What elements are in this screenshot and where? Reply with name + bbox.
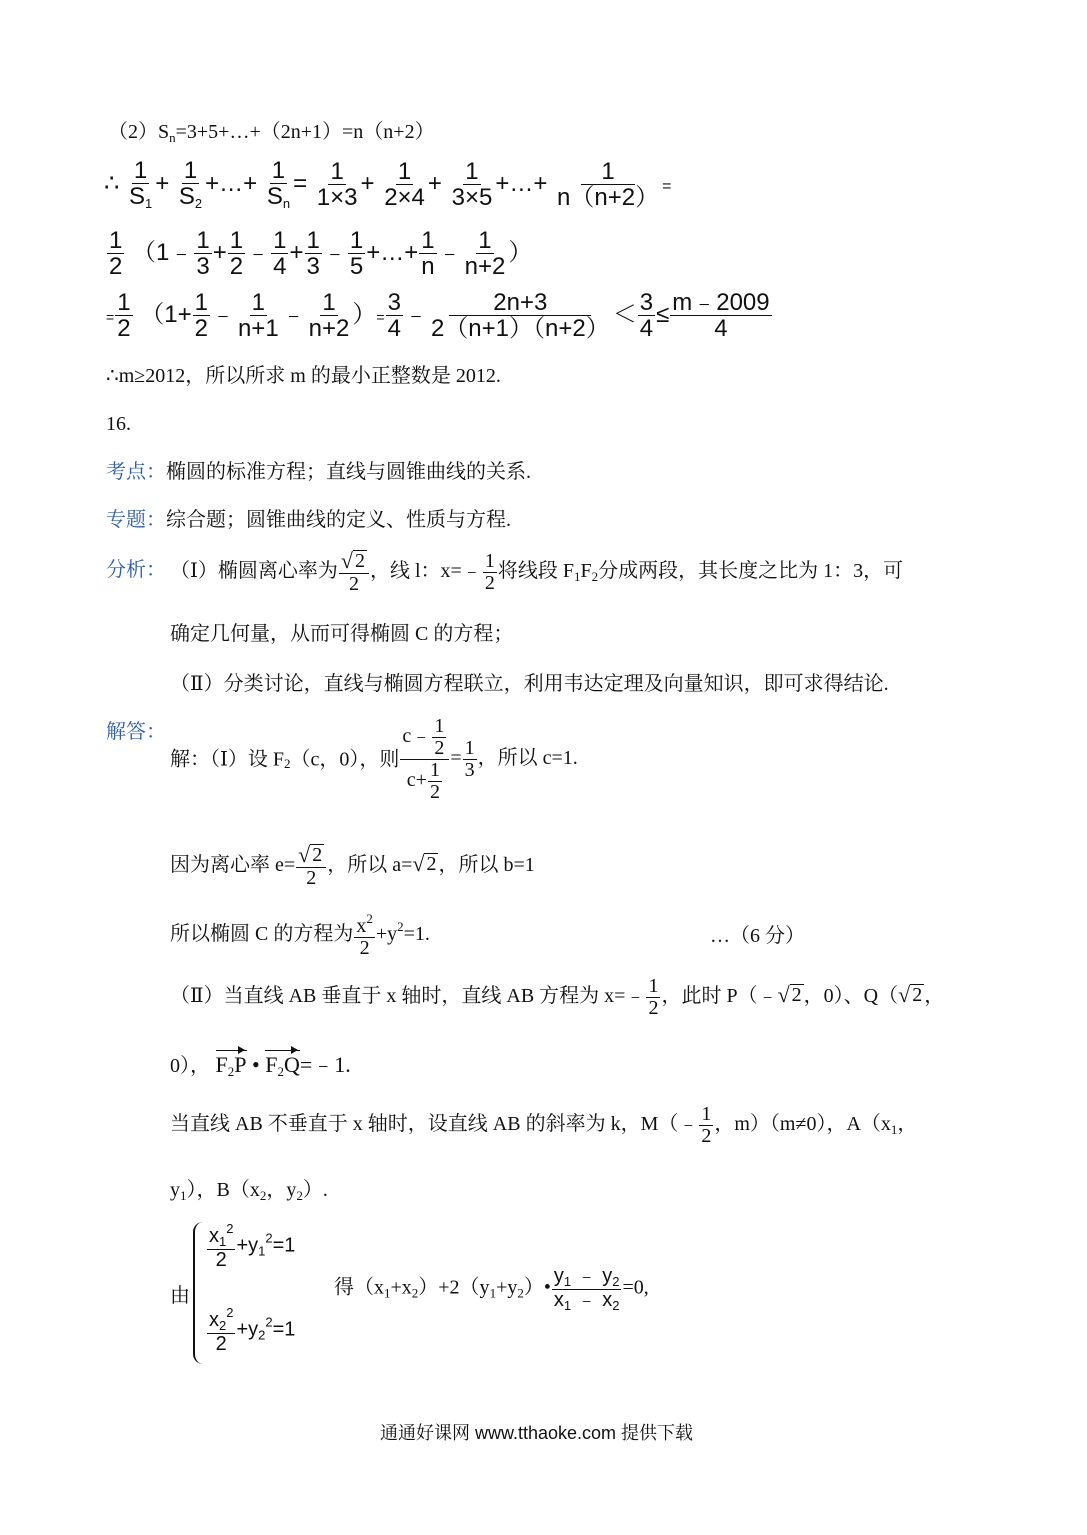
solution-step-5: 0）， $F_2P$ • $F_2Q=﹣1$. xyxy=(170,1052,351,1079)
kaodian-label: 考点： xyxy=(106,461,166,483)
part2-telescoping: $\frac{1}{2}$ （1﹣ $\frac{1}{3}$ + $\frac{1}{2}$ ﹣ $\frac{1}{4}$ + $\frac{1}{3}$ ﹣ $\frac{1}{5}$ +…+ $\frac{1}{n}$ ﹣ $\frac{1}{n+2}$ ） xyxy=(109,227,533,281)
system-equation-1: $\frac{x_1^2}{2}$ $+y_1^2=1$ xyxy=(209,1221,296,1271)
solution-step-7: $y_1$），$B(x_2$，$y_2$）. xyxy=(170,1179,328,1203)
score-marker: …（6 分） xyxy=(710,925,805,947)
kaodian-line: 考点：椭圆的标准方程；直线与圆锥曲线的关系. xyxy=(106,461,531,483)
part2-conclusion: ∴m≥2012，所以所求 m 的最小正整数是 2012. xyxy=(106,365,501,387)
fenxi-label: 分析： xyxy=(106,559,166,581)
fenxi-paragraph-1-cont: 确定几何量，从而可得椭圆 C 的方程； xyxy=(170,623,514,645)
solution-step-2: 因为离心率 e= √ 2 2 ，所以 a= √ 2 ，所以 b=1 xyxy=(170,842,535,889)
system-equation-2: $\frac{x_2^2}{2}$ $+y_2^2=1$ xyxy=(209,1305,296,1355)
page-footer: 通通好课网 www.tthaoke.com 提供下载 xyxy=(380,1423,694,1443)
zhuanti-line: 专题：综合题；圆锥曲线的定义、性质与方程. xyxy=(106,509,511,531)
solution-step-4: （Ⅱ）当直线 AB 垂直于 x 轴时，直线 AB 方程为 x=﹣ $\frac{1}{2}$ ，此时 P（﹣ √ 2 ，0）、Q（ √ 2 ， xyxy=(170,975,945,1019)
fenxi-paragraph-2: （Ⅱ）分类讨论，直线与椭圆方程联立，利用韦达定理及向量知识，即可求得结论. xyxy=(170,673,889,695)
vector-f2q: $F_2Q$ xyxy=(265,1052,300,1079)
solution-step-8-you: 由 xyxy=(170,1285,190,1307)
jieda-label: 解答： xyxy=(106,721,166,743)
question-number: 16. xyxy=(106,413,131,435)
part2-reciprocal-sum: ∴ $\frac{1}{S_1}$ + $\frac{1}{S_2}$ +…+ $\frac{1}{S_n}$ = $\frac{1}{1\times 3}$ + $\frac{1}{2\times 4}$ + $\frac{1}{3\times 5}$ +…+ $\frac{1}{n(n+2)}$ = xyxy=(104,157,672,212)
part2-line1: $(2)S_n=3+5+\dots+(2n+1)=n(n+2)$ xyxy=(108,121,435,145)
solution-step-3: 所以椭圆 C 的方程为 $\frac{x^2}{2}$ $+y^2=1$. xyxy=(170,911,430,959)
part2-inequality: = $\frac{1}{2}$ （1+ $\frac{1}{2}$ ﹣ $\frac{1}{n+1}$ ﹣ $\frac{1}{n+2}$ ）= $\frac{3}{4}$ ﹣ $\frac{2n+3}{2(n+1)(n+2)}$ ＜ $\frac{3}{4}$ ≤ $\frac{m﹣2009}{4}$ xyxy=(106,289,770,343)
vector-f2p: $F_2P$ xyxy=(215,1052,247,1079)
solution-step-6: 当直线 AB 不垂直于 x 轴时，设直线 AB 的斜率为 k，M（﹣ $\frac{1}{2}$ ，m）（m≠0），$A(x_1$， xyxy=(170,1103,918,1147)
solution-step-8-result: 得$(x_1+x_2)+2(y_1+y_2)•$ $\frac{y_1 ﹣ y_2}{x_1 ﹣ x_2}$ =0, xyxy=(334,1265,649,1313)
fenxi-paragraph-1: （Ⅰ）椭圆离心率为 √ 2 2 ，线 l：x=﹣ $\frac{1}{2}$ 将线段 $F_1F_2$分成两段，其长度之比为 1：3，可 xyxy=(170,548,904,595)
zhuanti-label: 专题： xyxy=(106,509,166,531)
solution-step-1: 解：（Ⅰ）设 $F_2(c$，0），则 c﹣ $\frac{1}{2}$ c+ $\frac{1}{2}$ = $\frac{1}{3}$ ，所以 c=1. xyxy=(170,715,578,803)
